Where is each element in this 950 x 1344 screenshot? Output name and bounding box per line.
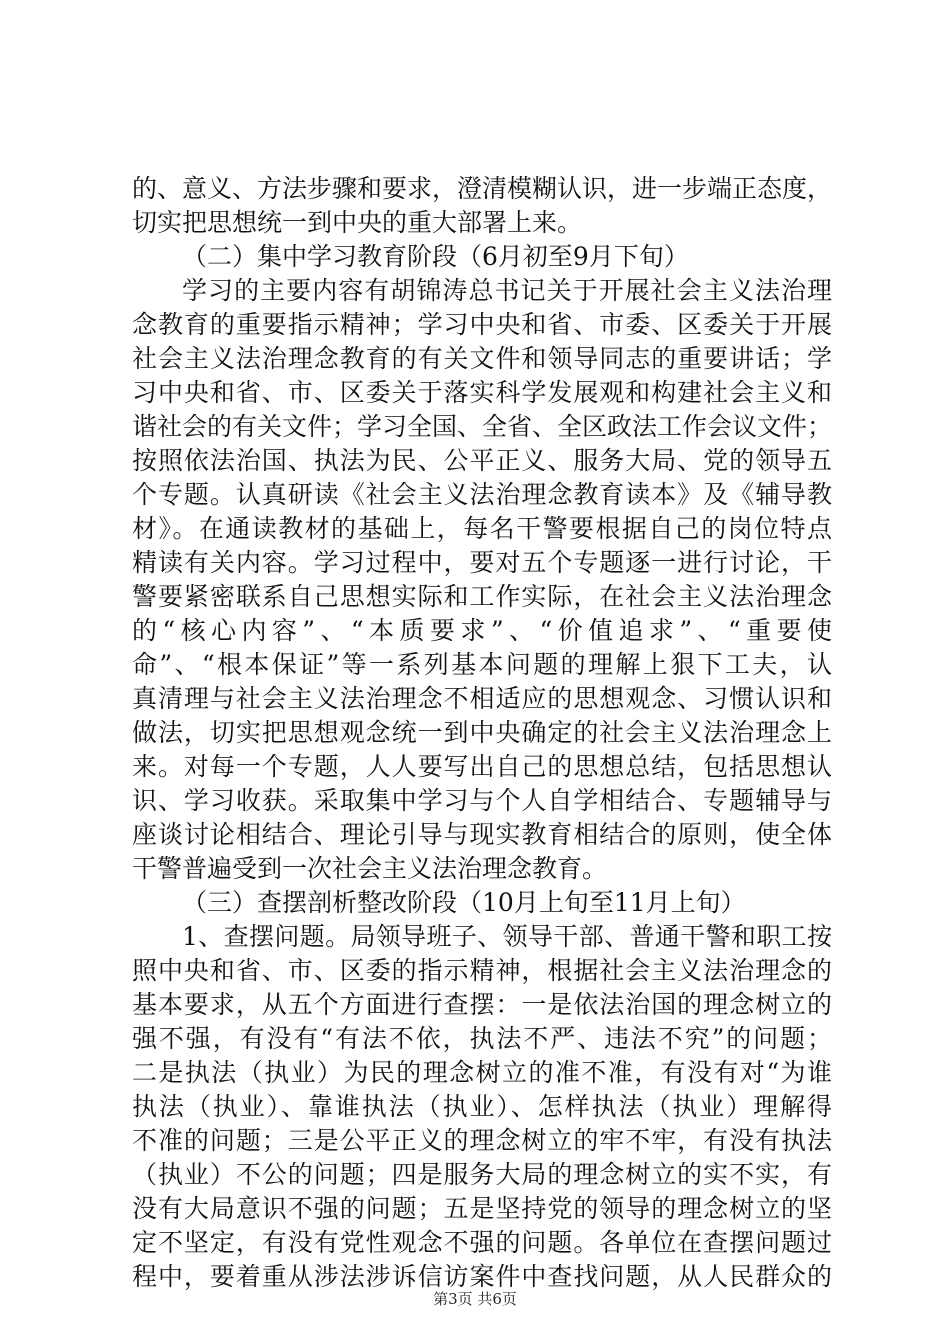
text-line: 材》。在通读教材的基础上，每名干警要根据自己的岗位特点 — [132, 514, 832, 543]
text-line: 定不坚定，有没有党性观念不强的问题。各单位在查摆问题过 — [132, 1228, 832, 1257]
text-line: 做法，切实把思想观念统一到中央确定的社会主义法治理念上 — [132, 718, 832, 747]
text-line: 强不强，有没有“有法不依，执法不严、违法不究”的问题； — [132, 1024, 832, 1053]
text-line: 1、查摆问题。局领导班子、领导干部、普通干警和职工按 — [182, 922, 832, 951]
text-line: 习中央和省、市、区委关于落实科学发展观和构建社会主义和 — [132, 378, 832, 407]
text-line: 切实把思想统一到中央的重大部署上来。 — [132, 208, 583, 237]
text-line: 学习的主要内容有胡锦涛总书记关于开展社会主义法治理 — [182, 276, 832, 305]
text-line: 二是执法（执业）为民的理念树立的准不准，有没有对“为谁 — [132, 1058, 832, 1087]
text-line: 社会主义法治理念教育的有关文件和领导同志的重要讲话；学 — [132, 344, 832, 373]
text-line: （执业）不公的问题；四是服务大局的理念树立的实不实，有 — [132, 1160, 832, 1189]
text-line: 来。对每一个专题，人人要写出自己的思想总结，包括思想认 — [132, 752, 832, 781]
text-line: 按照依法治国、执法为民、公平正义、服务大局、党的领导五 — [132, 446, 832, 475]
page-footer: 第3页 共6页 — [433, 1290, 517, 1308]
text-line: 照中央和省、市、区委的指示精神，根据社会主义法治理念的 — [132, 956, 832, 985]
text-line: 的“核心内容”、“本质要求”、“价值追求”、“重要使 — [132, 616, 832, 645]
text-line: 干警普遍受到一次社会主义法治理念教育。 — [132, 854, 608, 883]
text-line: 执法（执业）、靠谁执法（执业）、怎样执法（执业）理解得 — [132, 1092, 832, 1121]
text-line: 程中，要着重从涉法涉诉信访案件中查找问题，从人民群众的 — [132, 1262, 832, 1291]
text-line: 不准的问题；三是公平正义的理念树立的牢不牢，有没有执法 — [132, 1126, 832, 1155]
text-line: 没有大局意识不强的问题；五是坚持党的领导的理念树立的坚 — [132, 1194, 832, 1223]
text-line: 精读有关内容。学习过程中，要对五个专题逐一进行讨论，干 — [132, 548, 832, 577]
text-line: （三）查摆剖析整改阶段（10月上旬至11月上旬） — [182, 888, 746, 917]
text-line: 警要紧密联系自己思想实际和工作实际，在社会主义法治理念 — [132, 582, 832, 611]
document-body — [132, 172, 832, 1294]
text-line: 基本要求，从五个方面进行查摆：一是依法治国的理念树立的 — [132, 990, 832, 1019]
text-line: 命”、“根本保证”等一系列基本问题的理解上狠下工夫，认 — [132, 650, 832, 679]
text-line: 真清理与社会主义法治理念不相适应的思想观念、习惯认识和 — [132, 684, 832, 713]
text-line: 谐社会的有关文件；学习全国、全省、全区政法工作会议文件； — [132, 412, 833, 441]
text-line: （二）集中学习教育阶段（6月初至9月下旬） — [182, 242, 689, 271]
text-line: 的、意义、方法步骤和要求，澄清模糊认识，进一步端正态度， — [132, 174, 833, 203]
text-line: 个专题。认真研读《社会主义法治理念教育读本》及《辅导教 — [132, 480, 832, 509]
text-line: 念教育的重要指示精神；学习中央和省、市委、区委关于开展 — [132, 310, 832, 339]
text-line: 识、学习收获。采取集中学习与个人自学相结合、专题辅导与 — [132, 786, 832, 815]
text-line: 座谈讨论相结合、理论引导与现实教育相结合的原则，使全体 — [132, 820, 832, 849]
